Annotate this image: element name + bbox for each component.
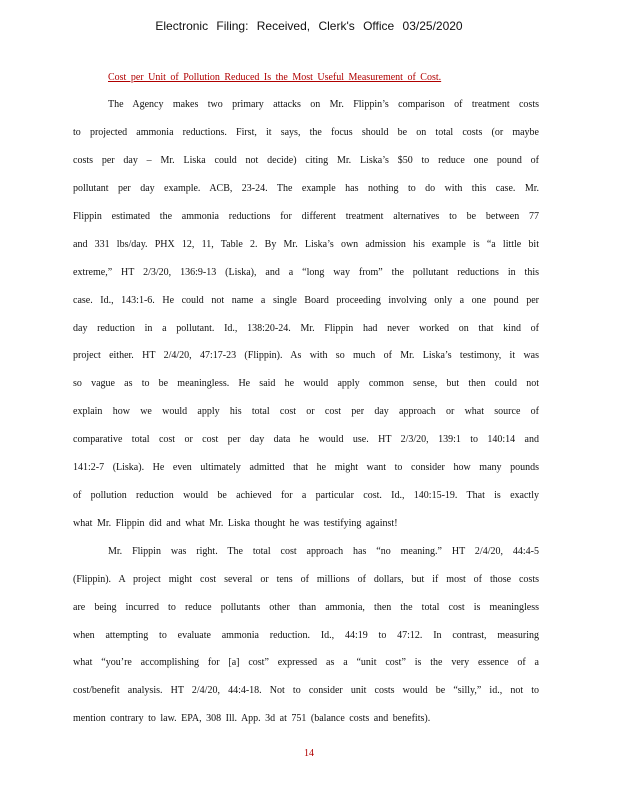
body-line: cost/benefit analysis. HT 2/4/20, 44:4-18. Not to consider unit costs would be “silly,” id., not to	[73, 685, 539, 696]
filing-header: Electronic Filing: Received, Clerk's Office 03/25/2020	[155, 19, 463, 33]
body-line: case. Id., 143:1-6. He could not name a single Board proceeding involving only a one pound per	[73, 295, 539, 306]
body-line: so vague as to be meaningless. He said he would apply common sense, but then could not	[73, 378, 539, 389]
body-line: 141:2-7 (Liska). He even ultimately admitted that he might want to consider how many pounds	[73, 462, 539, 473]
body-line: extreme,” HT 2/3/20, 136:9-13 (Liska), and a “long way from” the pollutant reductions in this	[73, 267, 539, 278]
body-line: what “you’re accomplishing for [a] cost” expressed as a “unit cost” is the very essence of a	[73, 657, 539, 668]
body-line: project either. HT 2/4/20, 47:17-23 (Flippin). As with so much of Mr. Liska’s testimony, it was	[73, 350, 539, 361]
body-line: costs per day – Mr. Liska could not decide) citing Mr. Liska’s $50 to reduce one pound of	[73, 155, 539, 166]
body-line: of pollution reduction would be achieved for a particular cost. Id., 140:15-19. That is exactly	[73, 490, 539, 501]
body-line: comparative total cost or cost per day data he would use. HT 2/3/20, 139:1 to 140:14 and	[73, 434, 539, 445]
body-line: The Agency makes two primary attacks on Mr. Flippin’s comparison of treatment costs	[108, 99, 539, 110]
body-line: and 331 lbs/day. PHX 12, 11, Table 2. By Mr. Liska’s own admission his example is “a little bit	[73, 239, 539, 250]
body-line: pollutant per day example. ACB, 23-24. The example has nothing to do with this case. Mr.	[73, 183, 539, 194]
body-line: Flippin estimated the ammonia reductions for different treatment alternatives to be between 77	[73, 211, 539, 222]
body-line: when attempting to evaluate ammonia reduction. Id., 44:19 to 47:12. In contrast, measuring	[73, 630, 539, 641]
body-line: Mr. Flippin was right. The total cost approach has “no meaning.” HT 2/4/20, 44:4-5	[108, 546, 539, 557]
body-line: (Flippin). A project might cost several or tens of millions of dollars, but if most of those costs	[73, 574, 539, 585]
body-line: are being incurred to reduce pollutants other than ammonia, then the total cost is meaningless	[73, 602, 539, 613]
page-number: 14	[304, 748, 314, 759]
body-line: to projected ammonia reductions. First, it says, the focus should be on total costs (or maybe	[73, 127, 539, 138]
section-heading: Cost per Unit of Pollution Reduced Is the Most Useful Measurement of Cost.	[108, 72, 442, 83]
body-line: explain how we would apply his total cost or cost per day approach or what source of	[73, 406, 539, 417]
body-line: mention contrary to law. EPA, 308 Ill. App. 3d at 751 (balance costs and benefits).	[73, 713, 431, 724]
body-line: day reduction in a pollutant. Id., 138:20-24. Mr. Flippin had never worked on that kind of	[73, 323, 539, 334]
body-line: what Mr. Flippin did and what Mr. Liska thought he was testifying against!	[73, 518, 398, 529]
